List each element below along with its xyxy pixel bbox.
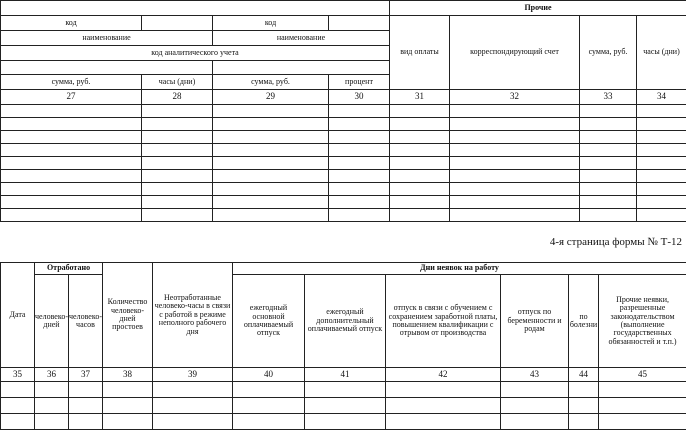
entry-cell[interactable] [305,382,386,398]
entry-cell[interactable] [450,131,580,144]
bottom-entry-rows [1,382,686,430]
entry-cell[interactable] [1,183,142,196]
col-number: 31 [390,90,450,105]
entry-cell[interactable] [580,105,637,118]
entry-cell[interactable] [390,157,450,170]
col-number: 42 [386,368,501,382]
entry-cell[interactable] [637,209,686,222]
entry-cell[interactable] [305,398,386,414]
entry-cell[interactable] [142,196,213,209]
entry-cell[interactable] [213,170,329,183]
entry-cell[interactable] [390,118,450,131]
entry-row [1,398,686,414]
entry-cell[interactable] [1,144,142,157]
entry-cell[interactable] [1,382,35,398]
entry-cell[interactable] [142,105,213,118]
entry-cell[interactable] [142,157,213,170]
entry-cell[interactable] [329,183,390,196]
entry-cell[interactable] [501,398,569,414]
col-number: 45 [599,368,686,382]
entry-cell[interactable] [213,144,329,157]
entry-cell[interactable] [637,183,686,196]
entry-cell[interactable] [142,131,213,144]
person-hours-header: человеко-часов [69,275,103,368]
hours-days-1-header: часы (дни) [142,75,213,90]
entry-row [1,144,686,157]
top-entry-rows [1,105,686,222]
entry-cell[interactable] [637,131,686,144]
col-number: 34 [637,90,686,105]
code-1-label: код [1,16,142,31]
worked-header: Отработано [35,263,103,275]
entry-cell[interactable] [450,144,580,157]
form-page-caption: 4-я страница формы № Т-12 [550,236,682,248]
unworked-hours-header: Неотработанные человеко-часы в связи с работой в режиме неполного рабочего дня [153,263,233,368]
name-1-label: наименование [1,31,213,46]
col-number: 32 [450,90,580,105]
entry-cell[interactable] [233,398,305,414]
entry-cell[interactable] [450,183,580,196]
entry-cell[interactable] [142,183,213,196]
additional-leave-header: ежегодный дополнительный оплачиваемый отпуск [305,275,386,368]
entry-cell[interactable] [450,118,580,131]
entry-cell[interactable] [580,157,637,170]
bottom-form-table [0,262,686,430]
col-number: 27 [1,90,142,105]
entry-cell[interactable] [637,105,686,118]
entry-cell[interactable] [213,131,329,144]
entry-row [1,382,686,398]
payment-type-header: вид оплаты [390,16,450,90]
entry-cell[interactable] [569,382,599,398]
col-number: 44 [569,368,599,382]
entry-cell[interactable] [637,144,686,157]
sum-rub-2-header: сумма, руб. [213,75,329,90]
entry-cell[interactable] [213,118,329,131]
study-leave-header: отпуск в связи с обучением с сохранением заработной платы, повышением квалификации с отрывом от производства [386,275,501,368]
col-number: 38 [103,368,153,382]
entry-row [1,183,686,196]
col-number: 41 [305,368,386,382]
other-header: Прочие [390,1,686,16]
entry-row [1,131,686,144]
entry-cell[interactable] [1,105,142,118]
col-number: 43 [501,368,569,382]
entry-cell[interactable] [213,105,329,118]
sum-rub-1-header: сумма, руб. [1,75,142,90]
entry-cell[interactable] [329,157,390,170]
entry-row [1,157,686,170]
maternity-leave-header: отпуск по беременности и родам [501,275,569,368]
entry-cell[interactable] [213,209,329,222]
code-1-spacer [142,16,213,31]
code-2-label: код [213,16,329,31]
entry-cell[interactable] [580,170,637,183]
entry-cell[interactable] [390,209,450,222]
col-number: 33 [580,90,637,105]
entry-cell[interactable] [450,209,580,222]
sum-rub-3-header: сумма, руб. [580,16,637,90]
col-number: 28 [142,90,213,105]
entry-cell[interactable] [69,398,103,414]
corr-account-header: корреспондирующий счет [450,16,580,90]
entry-cell[interactable] [329,170,390,183]
entry-cell[interactable] [569,398,599,414]
entry-row [1,105,686,118]
entry-cell[interactable] [153,398,233,414]
name-2-label: наименование [213,31,390,46]
entry-cell[interactable] [1,209,142,222]
entry-cell[interactable] [580,131,637,144]
downtime-days-header: Количество человеко-дней простоев [103,263,153,368]
entry-cell[interactable] [450,157,580,170]
person-days-header: человеко-дней [35,275,69,368]
absence-days-header: Дни неявок на работу [233,263,686,275]
entry-cell[interactable] [1,131,142,144]
entry-cell[interactable] [580,118,637,131]
date-header: Дата [1,263,35,368]
col-number: 40 [233,368,305,382]
entry-cell[interactable] [142,209,213,222]
entry-cell[interactable] [637,170,686,183]
entry-cell[interactable] [213,183,329,196]
entry-cell[interactable] [153,382,233,398]
entry-row [1,209,686,222]
col-number: 36 [35,368,69,382]
analytic-blank-2 [213,61,390,75]
code-2-spacer [329,16,390,31]
entry-cell[interactable] [386,398,501,414]
entry-cell[interactable] [213,157,329,170]
entry-cell[interactable] [580,196,637,209]
entry-cell[interactable] [1,196,142,209]
entry-cell[interactable] [35,398,69,414]
entry-cell[interactable] [233,382,305,398]
entry-row [1,196,686,209]
analytic-blank-1 [1,61,213,75]
analytic-code-label: код аналитического учета [1,46,390,61]
entry-cell[interactable] [580,209,637,222]
entry-cell[interactable] [69,382,103,398]
entry-cell[interactable] [329,131,390,144]
entry-cell[interactable] [142,144,213,157]
col-number: 30 [329,90,390,105]
entry-cell[interactable] [637,157,686,170]
entry-cell[interactable] [35,382,69,398]
entry-cell[interactable] [501,382,569,398]
entry-cell[interactable] [390,170,450,183]
col-number: 29 [213,90,329,105]
annual-leave-header: ежегодный основной оплачиваемый отпуск [233,275,305,368]
entry-cell[interactable] [390,196,450,209]
entry-row [1,118,686,131]
entry-cell[interactable] [599,398,686,414]
other-absences-header: Прочие неявки, разрешенные законодательством (выполнение государственных обязанностей и т.п.) [599,275,686,368]
entry-cell[interactable] [103,398,153,414]
entry-cell[interactable] [1,157,142,170]
entry-cell[interactable] [213,196,329,209]
entry-cell[interactable] [390,105,450,118]
entry-cell[interactable] [329,196,390,209]
entry-cell[interactable] [390,131,450,144]
col-number: 35 [1,368,35,382]
entry-cell[interactable] [637,196,686,209]
entry-cell[interactable] [637,118,686,131]
sick-header: по болезни [569,275,599,368]
entry-row [1,170,686,183]
entry-cell[interactable] [329,105,390,118]
entry-cell[interactable] [1,170,142,183]
entry-cell[interactable] [390,144,450,157]
entry-cell[interactable] [450,105,580,118]
entry-cell[interactable] [450,196,580,209]
entry-cell[interactable] [329,144,390,157]
entry-cell[interactable] [450,170,580,183]
entry-cell[interactable] [390,183,450,196]
col-number: 37 [69,368,103,382]
entry-cell[interactable] [580,183,637,196]
entry-cell[interactable] [386,382,501,398]
entry-cell[interactable] [329,209,390,222]
entry-cell[interactable] [599,382,686,398]
entry-cell[interactable] [142,118,213,131]
entry-cell[interactable] [142,170,213,183]
col-number: 39 [153,368,233,382]
entry-cell[interactable] [1,398,35,414]
percent-header: процент [329,75,390,90]
entry-cell[interactable] [329,118,390,131]
hours-days-2-header: часы (дни) [637,16,686,90]
entry-cell[interactable] [103,382,153,398]
top-blank-header [1,1,390,16]
entry-cell[interactable] [580,144,637,157]
entry-cell[interactable] [1,118,142,131]
